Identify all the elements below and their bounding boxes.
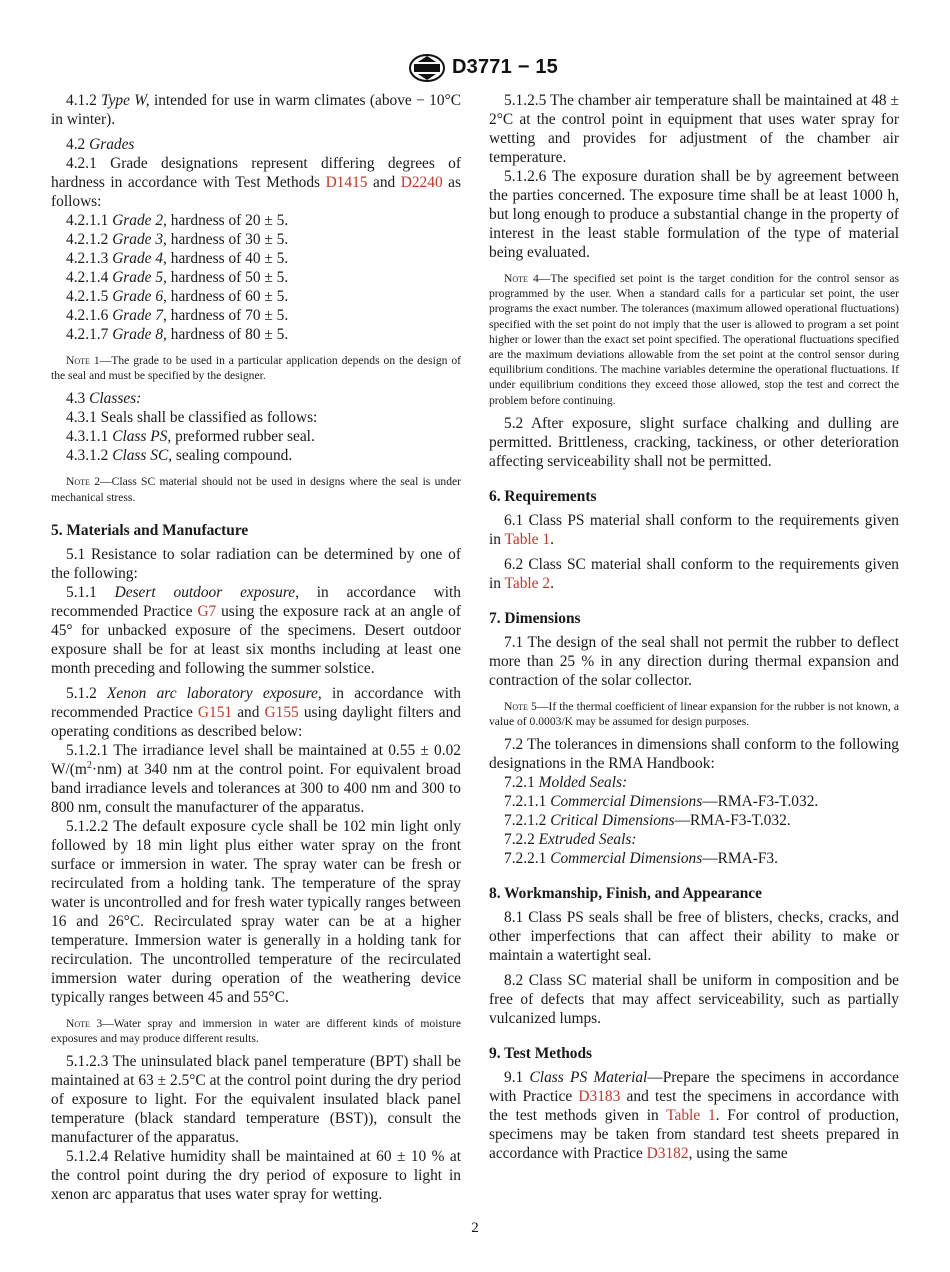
section-5-1-2-5: 5.1.2.5 The chamber air temperature shall be maintained at 48 ± 2°C at the control point in equipment that uses water spray for wetting and provides for adjustment of the chamber air temperature. <box>489 92 899 166</box>
dimension-item: 7.2.2.1 Commercial Dimensions—RMA-F3. <box>504 850 778 868</box>
section-5-1-2-1: 5.1.2.1 The irradiance level shall be maintained at 0.55 ± 0.02 $W/(m^2\cdot nm)$ at 340 nm at the control point. For equivalent broad band irradiance levels and tolerances at 300 to 400 nm and 300 to 800 nm, consult the manufacturer of the apparatus. <box>51 741 461 816</box>
class-item: 4.3.1.2 Class SC, sealing compound. <box>66 447 293 465</box>
grade-item: 4.2.1.7 Grade 8, hardness of 80 ± 5. <box>66 326 289 343</box>
note-3: Note 3—Water spray and immersion in water are different kinds of moisture exposures and may produce different results. <box>51 1016 461 1046</box>
link-d3182[interactable]: D3182 <box>646 1145 689 1163</box>
link-d3183[interactable]: D3183 <box>578 1088 621 1106</box>
dimension-item: 7.2.1 Molded Seals: <box>504 774 628 792</box>
link-table-1[interactable]: Table 1 <box>504 530 551 548</box>
section-5-2: 5.2 After exposure, slight surface chalking and dulling are permitted. Brittleness, cracking, tackiness, or other deterioration affecting serviceability shall not be permitted. <box>489 414 899 470</box>
document-designation: D3771 − 15 <box>452 56 558 78</box>
heading-section-7: 7. Dimensions <box>489 609 581 627</box>
section-4-3-1: 4.3.1 Seals shall be classified as follows: <box>66 409 318 427</box>
section-8-1: 8.1 Class PS seals shall be free of blisters, checks, cracks, and other imperfections that can affect their ability to make or maintain a watertight seal. <box>489 909 899 965</box>
link-d2240[interactable]: D2240 <box>400 174 443 191</box>
heading-section-5: 5. Materials and Manufacture <box>51 521 249 539</box>
section-7-1: 7.1 The design of the seal shall not permit the rubber to deflect more than 25 % in any direction during thermal expansion and contraction of the solar collector. <box>489 633 899 689</box>
grade-item: 4.2.1.5 Grade 6, hardness of 60 ± 5. <box>66 288 289 305</box>
section-7-2: 7.2 The tolerances in dimensions shall conform to the following designations in the RMA Handbook: <box>489 736 899 773</box>
section-9-1: 9.1 Class PS Material—Prepare the specimens in accordance with Practice D3183 and test the specimens in accordance with the test methods given in Table 1. For control of production, specimens may be taken from standard test sheets prepared in accordance with Practice D3182, using the same <box>489 1069 899 1163</box>
classes-list <box>51 427 461 465</box>
dimension-item: 7.2.2 Extruded Seals: <box>504 831 637 849</box>
class-item: 4.3.1.1 Class PS, preformed rubber seal. <box>66 428 315 446</box>
section-5-1-2-3: 5.1.2.3 The uninsulated black panel temperature (BPT) shall be maintained at 63 ± 2.5°C at the control point during the dry period of exposure to light. For the equivalent insulated black panel temperature (black standard temperature (BST)), consult the manufacturer of the apparatus. <box>51 1053 461 1147</box>
link-table-2[interactable]: Table 2 <box>504 574 551 592</box>
page-number: 2 <box>471 1220 479 1236</box>
heading-section-8: 8. Workmanship, Finish, and Appearance <box>489 885 762 903</box>
section-8-2: 8.2 Class SC material shall be uniform in composition and be free of defects that may affect serviceability, such as partially vulcanized lumps. <box>489 972 899 1028</box>
page-header <box>0 50 950 86</box>
link-table-1[interactable]: Table 1 <box>666 1107 716 1125</box>
section-5-1-2-2: 5.1.2.2 The default exposure cycle shall be 102 min light only followed by 18 min light plus either water spray on the front surface or immersion in water. The spray water can be fresh or recirculated from a holding tank. The temperature of the spray water is uncontrolled and for fresh water typically ranges between 16 and 26°C. Recirculated spray water can be at a higher temperature. Immersion water is generally in a holding tank for recirculation. The uncontrolled temperature of the recirculated immersion water during operation of the weathering device typically ranges between 45 and 55°C. <box>51 817 461 1006</box>
section-4-1-2: 4.1.2 Type W, intended for use in warm climates (above − 10°C in winter). <box>51 92 461 128</box>
heading-section-6: 6. Requirements <box>489 487 597 505</box>
note-2: Note 2—Class SC material should not be used in designs where the seal is under mechanical stress. <box>51 475 461 504</box>
link-d1415[interactable]: D1415 <box>325 174 368 191</box>
grade-item: 4.2.1.1 Grade 2, hardness of 20 ± 5. <box>66 212 289 229</box>
grade-item: 4.2.1.6 Grade 7, hardness of 70 ± 5. <box>66 307 289 324</box>
link-g7[interactable]: G7 <box>197 602 217 620</box>
dimensions-list <box>489 773 899 868</box>
grade-item: 4.2.1.2 Grade 3, hardness of 30 ± 5. <box>66 231 289 248</box>
section-5-1-2-6: 5.1.2.6 The exposure duration shall be by agreement between the parties concerned. The exposure time shall be at least 1000 h, but long enough to produce a substantial change in the property of interest in the least stable formulation of the type of material being evaluated. <box>489 168 899 261</box>
note-4: Note 4—The specified set point is the target condition for the control sensor as programmed by the user. When a standard calls for a particular set point, the user programs the exact number. The tolerances (maximum allowed operational fluctuations) specified with the set point do not imply that the user is allowed to program a set point higher or lower than the exact set point specified. The operational fluctuations specified are the maximum deviations allowable from the set point at the control sensor during equilibrium conditions. The machine variables determine the operational fluctuations. If under equilibrium conditions they exceed those allowed, stop the test and correct the problem before continuing. <box>489 272 900 407</box>
note-5: Note 5—If the thermal coefficient of linear expansion for the rubber is not known, a value of 0.0003/K may be assumed for design purposes. <box>489 699 899 729</box>
section-6-1: 6.1 Class PS material shall conform to the requirements given in Table 1. <box>489 511 899 548</box>
right-column <box>489 91 899 1163</box>
section-5-1-2-4: 5.1.2.4 Relative humidity shall be maintained at 60 ± 10 % at the control point during the dry period of exposure to light in xenon arc apparatus that uses water spray for wetting. <box>51 1148 461 1204</box>
section-4-2-1: 4.2.1 Grade designations represent differing degrees of hardness in accordance with Test Methods D1415 and D2240 as follows: <box>51 155 462 210</box>
section-4-3: 4.3 Classes: <box>66 390 142 408</box>
link-g151[interactable]: G151 <box>197 703 233 721</box>
grade-item: 4.2.1.3 Grade 4, hardness of 40 ± 5. <box>66 250 289 267</box>
section-6-2: 6.2 Class SC material shall conform to the requirements given in Table 2. <box>489 555 899 592</box>
section-5-1-2: 5.1.2 Xenon arc laboratory exposure, in accordance with recommended Practice G151 and G155 using daylight filters and operating conditions as described below: <box>51 684 461 740</box>
grades-list <box>51 211 461 344</box>
section-4-2: 4.2 Grades <box>66 136 135 153</box>
heading-section-9: 9. Test Methods <box>489 1045 593 1063</box>
grade-item: 4.2.1.4 Grade 5, hardness of 50 ± 5. <box>66 269 289 286</box>
astm-logo-icon <box>408 53 446 83</box>
section-5-1-1: 5.1.1 Desert outdoor exposure, in accordance with recommended Practice G7 using the exposure rack at an angle of 45° for unbacked exposure of the specimens. Desert outdoor exposure shall be for at least six months including at least one month preceding and following the summer solstice. <box>51 583 461 677</box>
link-g155[interactable]: G155 <box>264 703 299 721</box>
note-1: Note 1—The grade to be used in a particular application depends on the design of the seal and must be specified by the designer. <box>51 354 461 383</box>
section-5-1: 5.1 Resistance to solar radiation can be determined by one of the following: <box>51 545 461 582</box>
dimension-item: 7.2.1.2 Critical Dimensions—RMA-F3-T.032. <box>504 812 791 830</box>
left-column <box>51 91 461 1204</box>
dimension-item: 7.2.1.1 Commercial Dimensions—RMA-F3-T.032. <box>504 793 819 811</box>
